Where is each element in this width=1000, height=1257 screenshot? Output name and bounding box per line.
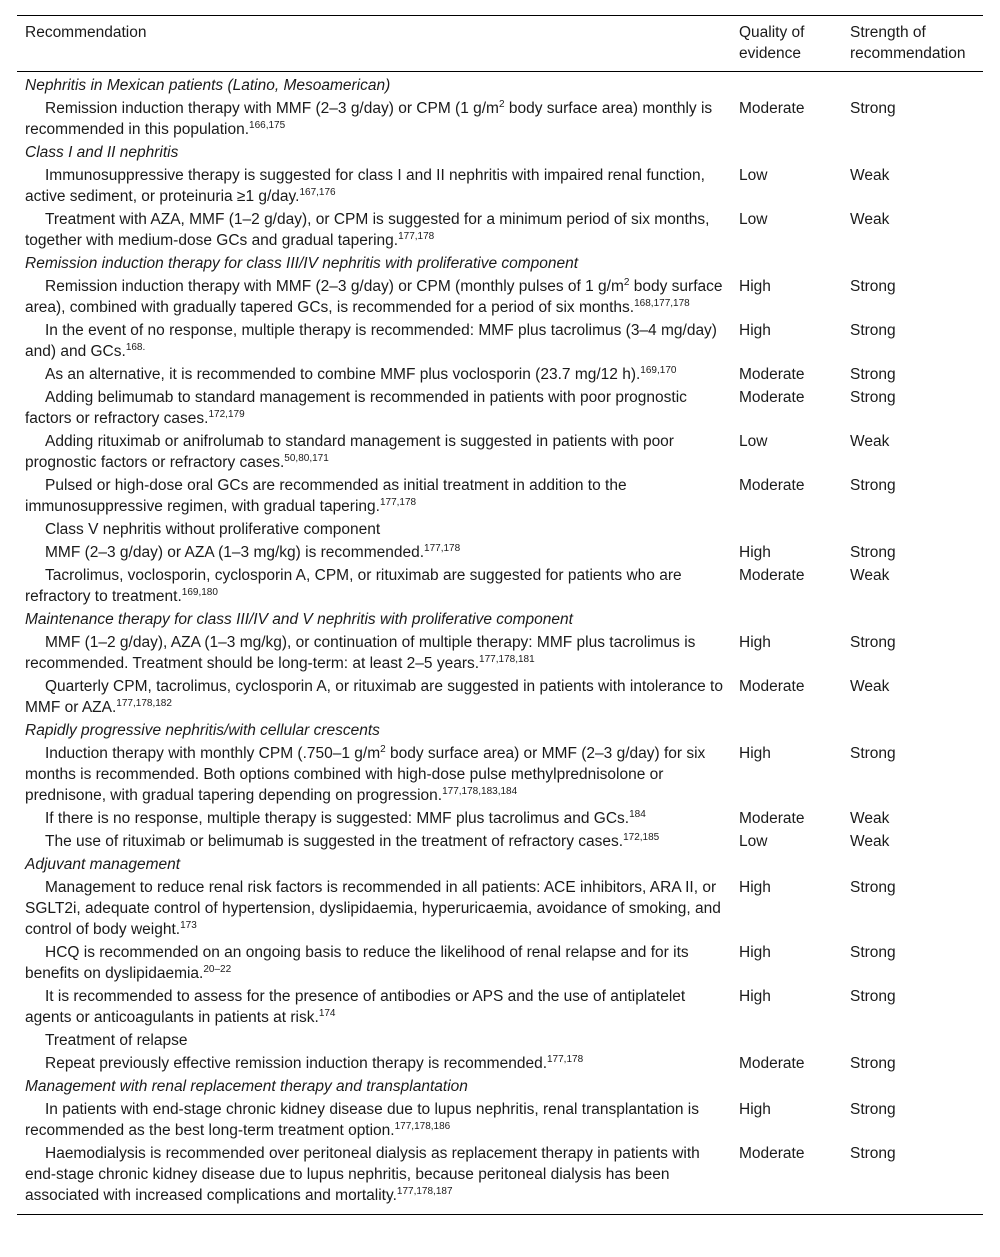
subheading: Class V nephritis without proliferative component bbox=[45, 521, 381, 538]
recommendation-text bbox=[17, 208, 731, 252]
quality-of-evidence-cell: Moderate bbox=[739, 810, 805, 827]
recommendation-row bbox=[17, 564, 983, 608]
recommendation-row bbox=[17, 164, 983, 208]
section-heading: Class I and II nephritis bbox=[25, 144, 179, 161]
superscript: 177,178,183,184 bbox=[442, 786, 518, 797]
recommendation-text bbox=[17, 631, 731, 675]
section-heading: Remission induction therapy for class III/IV nephritis with proliferative component bbox=[25, 255, 579, 272]
superscript: 20–22 bbox=[203, 964, 232, 975]
recommendation-row bbox=[17, 985, 983, 1029]
strength-of-recommendation-cell: Weak bbox=[850, 433, 890, 450]
quality-of-evidence-cell: High bbox=[739, 544, 771, 561]
recommendation-text bbox=[17, 564, 731, 608]
superscript: 169,170 bbox=[640, 365, 677, 376]
strength-of-recommendation-cell: Weak bbox=[850, 567, 890, 584]
quality-of-evidence-cell: Low bbox=[739, 833, 768, 850]
recommendation-row bbox=[17, 1052, 983, 1075]
strength-of-recommendation-cell: Weak bbox=[850, 678, 890, 695]
recommendation-row bbox=[17, 208, 983, 252]
strength-of-recommendation-cell: Strong bbox=[850, 366, 896, 383]
strength-of-recommendation-cell: Strong bbox=[850, 745, 896, 762]
superscript: 172,185 bbox=[623, 832, 660, 843]
text-fragment: Treatment with AZA, MMF (1–2 g/day), or CPM is suggested for a minimum period of six months, together with medium-dose GCs and gradual tapering. bbox=[25, 211, 710, 249]
recommendation-text bbox=[17, 386, 731, 430]
strength-of-recommendation-cell: Weak bbox=[850, 810, 890, 827]
header-strength-of-recommendation: Strength of recommendation bbox=[842, 16, 983, 72]
superscript: 177,178,186 bbox=[394, 1121, 451, 1132]
recommendation-row bbox=[17, 275, 983, 319]
section-heading: Adjuvant management bbox=[25, 856, 181, 873]
superscript: 168. bbox=[125, 342, 146, 353]
superscript: 2 bbox=[498, 99, 505, 110]
quality-of-evidence-cell: High bbox=[739, 322, 771, 339]
strength-of-recommendation-cell: Strong bbox=[850, 944, 896, 961]
superscript: 184 bbox=[629, 809, 646, 820]
text-fragment: Quarterly CPM, tacrolimus, cyclosporin A, or rituximab are suggested in patients with intolerance to MMF or AZA. bbox=[25, 678, 723, 716]
recommendation-row bbox=[17, 97, 983, 141]
strength-of-recommendation-cell: Strong bbox=[842, 1142, 983, 1215]
section-heading: Nephritis in Mexican patients (Latino, Mesoamerican) bbox=[25, 77, 391, 94]
superscript: 50,80,171 bbox=[284, 453, 329, 464]
recommendation-text bbox=[17, 807, 731, 830]
superscript: 173 bbox=[180, 920, 197, 931]
superscript: 172,179 bbox=[208, 409, 245, 420]
quality-of-evidence-cell: Moderate bbox=[739, 389, 805, 406]
superscript: 177,178,181 bbox=[479, 654, 535, 665]
quality-of-evidence-cell: Low bbox=[739, 211, 768, 228]
recommendation-text bbox=[17, 830, 731, 853]
superscript: 174 bbox=[318, 1008, 336, 1019]
recommendations-table bbox=[17, 15, 983, 1215]
quality-of-evidence-cell: Moderate bbox=[731, 1142, 842, 1215]
table-header bbox=[17, 16, 983, 72]
quality-of-evidence-cell: Low bbox=[739, 167, 768, 184]
section-row bbox=[17, 853, 983, 876]
strength-of-recommendation-cell: Strong bbox=[850, 278, 896, 295]
superscript: 177,178 bbox=[547, 1054, 584, 1065]
table-body bbox=[17, 72, 983, 1215]
recommendation-text bbox=[17, 742, 731, 807]
text-fragment: body surface area) monthly is recommended in this population. bbox=[25, 100, 713, 138]
text-fragment: Immunosuppressive therapy is suggested for class I and II nephritis with impaired renal function, active sediment, or proteinuria ≥1 g/day. bbox=[25, 167, 705, 205]
subheading-row bbox=[17, 518, 983, 541]
text-fragment: Remission induction therapy with MMF (2–3 g/day) or CPM (monthly pulses of 1 g/m bbox=[45, 278, 624, 295]
section-row bbox=[17, 719, 983, 742]
strength-of-recommendation-cell: Strong bbox=[850, 634, 896, 651]
superscript: 2 bbox=[623, 277, 630, 288]
header-row bbox=[17, 16, 983, 72]
superscript: 177,178,187 bbox=[396, 1186, 453, 1197]
text-fragment: HCQ is recommended on an ongoing basis to reduce the likelihood of renal relapse and for its benefits on dyslipidaemia. bbox=[25, 944, 689, 982]
text-fragment: Remission induction therapy with MMF (2–3 g/day) or CPM (1 g/m bbox=[45, 100, 499, 117]
recommendation-text bbox=[17, 275, 731, 319]
recommendation-row bbox=[17, 742, 983, 807]
recommendation-row bbox=[17, 474, 983, 518]
quality-of-evidence-cell: Moderate bbox=[739, 567, 805, 584]
recommendation-text bbox=[17, 474, 731, 518]
strength-of-recommendation-cell: Strong bbox=[850, 477, 896, 494]
text-fragment: MMF (1–2 g/day), AZA (1–3 mg/kg), or continuation of multiple therapy: MMF plus tacrolimus is recommended. Treatment should be long-term: at least 2–5 years. bbox=[25, 634, 696, 672]
superscript: 177,178 bbox=[398, 231, 435, 242]
recommendation-text bbox=[17, 363, 731, 386]
text-fragment: Pulsed or high-dose oral GCs are recommended as initial treatment in addition to the immunosuppressive regimen, with gradual tapering. bbox=[25, 477, 627, 515]
superscript: 2 bbox=[380, 744, 386, 755]
superscript: 177,178 bbox=[379, 497, 417, 508]
header-quality-of-evidence: Quality of evidence bbox=[731, 16, 842, 72]
recommendation-text bbox=[17, 430, 731, 474]
header-recommendation: Recommendation bbox=[17, 16, 731, 72]
section-heading: Management with renal replacement therapy and transplantation bbox=[25, 1078, 468, 1095]
recommendation-row bbox=[17, 830, 983, 853]
subheading: Treatment of relapse bbox=[45, 1032, 188, 1049]
quality-of-evidence-cell: Moderate bbox=[739, 100, 805, 117]
quality-of-evidence-cell: High bbox=[739, 944, 771, 961]
recommendation-row bbox=[17, 1142, 983, 1215]
quality-of-evidence-cell: High bbox=[739, 278, 771, 295]
recommendation-row bbox=[17, 807, 983, 830]
superscript: 168,177,178 bbox=[634, 298, 690, 309]
strength-of-recommendation-cell: Strong bbox=[850, 322, 896, 339]
strength-of-recommendation-cell: Strong bbox=[850, 100, 896, 117]
recommendation-text bbox=[17, 1142, 731, 1215]
superscript: 167,176 bbox=[299, 187, 336, 198]
text-fragment: As an alternative, it is recommended to combine MMF plus voclosporin (23.7 mg/12 h). bbox=[45, 366, 641, 383]
recommendation-text bbox=[17, 541, 731, 564]
text-fragment: Tacrolimus, voclosporin, cyclosporin A, CPM, or rituximab are suggested for patients who are refractory to treatment. bbox=[25, 567, 682, 605]
section-row bbox=[17, 252, 983, 275]
superscript: 166,175 bbox=[249, 120, 286, 131]
recommendation-row bbox=[17, 675, 983, 719]
section-heading: Rapidly progressive nephritis/with cellular crescents bbox=[25, 722, 380, 739]
quality-of-evidence-cell: High bbox=[739, 745, 771, 762]
strength-of-recommendation-cell: Strong bbox=[850, 1101, 896, 1118]
strength-of-recommendation-cell: Weak bbox=[850, 167, 890, 184]
recommendation-text bbox=[17, 876, 731, 941]
text-fragment: If there is no response, multiple therapy is suggested: MMF plus tacrolimus and GCs. bbox=[45, 810, 630, 827]
recommendation-text bbox=[17, 164, 731, 208]
quality-of-evidence-cell: High bbox=[739, 879, 771, 896]
recommendation-row bbox=[17, 430, 983, 474]
strength-of-recommendation-cell: Weak bbox=[850, 211, 890, 228]
recommendation-row bbox=[17, 363, 983, 386]
quality-of-evidence-cell: High bbox=[739, 634, 771, 651]
quality-of-evidence-cell: Moderate bbox=[739, 477, 805, 494]
strength-of-recommendation-cell: Strong bbox=[850, 544, 896, 561]
superscript: 177,178,182 bbox=[116, 698, 172, 709]
text-fragment: It is recommended to assess for the presence of antibodies or APS and the use of antiplatelet agents or anticoagulants in patients at risk. bbox=[25, 988, 686, 1026]
text-fragment: MMF (2–3 g/day) or AZA (1–3 mg/kg) is recommended. bbox=[45, 544, 425, 561]
recommendation-text bbox=[17, 941, 731, 985]
text-fragment: Induction therapy with monthly CPM (.750–1 g/m bbox=[45, 745, 381, 762]
superscript: 177,178 bbox=[424, 543, 461, 554]
text-fragment: In patients with end-stage chronic kidney disease due to lupus nephritis, renal transplantation is recommended as the best long-term treatment option. bbox=[25, 1101, 699, 1139]
recommendation-text bbox=[17, 97, 731, 141]
strength-of-recommendation-cell: Strong bbox=[850, 879, 896, 896]
recommendation-row bbox=[17, 941, 983, 985]
quality-of-evidence-cell: High bbox=[739, 1101, 771, 1118]
section-row bbox=[17, 608, 983, 631]
text-fragment: Management to reduce renal risk factors is recommended in all patients: ACE inhibitors, ARA II, or SGLT2i, adequate control of hypertension, dyslipidaemia, hyperuricaemia, avoidance of smoking, and control of body weight. bbox=[25, 879, 721, 938]
superscript: 169,180 bbox=[181, 587, 218, 598]
recommendations-table-wrap bbox=[17, 15, 983, 1215]
text-fragment: Adding rituximab or anifrolumab to standard management is suggested in patients with poor prognostic factors or refractory cases. bbox=[25, 433, 674, 471]
text-fragment: In the event of no response, multiple therapy is recommended: MMF plus tacrolimus (3–4 mg/day) and) and GCs. bbox=[25, 322, 717, 360]
section-row bbox=[17, 141, 983, 164]
recommendation-text bbox=[17, 1052, 731, 1075]
text-fragment: body surface area), combined with gradually tapered GCs, is recommended for a period of six months. bbox=[25, 278, 723, 316]
quality-of-evidence-cell: Low bbox=[739, 433, 768, 450]
section-row bbox=[17, 1075, 983, 1098]
recommendation-text bbox=[17, 319, 731, 363]
section-heading: Maintenance therapy for class III/IV and V nephritis with proliferative component bbox=[25, 611, 573, 628]
recommendation-row bbox=[17, 541, 983, 564]
quality-of-evidence-cell: Moderate bbox=[739, 1055, 805, 1072]
strength-of-recommendation-cell: Strong bbox=[850, 988, 896, 1005]
text-fragment: Haemodialysis is recommended over peritoneal dialysis as replacement therapy in patients with end-stage chronic kidney disease due to lupus nephritis, because peritoneal dialysis has been associated with increased complications and mortality. bbox=[25, 1145, 700, 1204]
quality-of-evidence-cell: Moderate bbox=[739, 366, 805, 383]
quality-of-evidence-cell: Moderate bbox=[739, 678, 805, 695]
text-fragment: Adding belimumab to standard management is recommended in patients with poor prognostic factors or refractory cases. bbox=[25, 389, 687, 427]
text-fragment: Repeat previously effective remission induction therapy is recommended. bbox=[45, 1055, 547, 1072]
recommendation-text bbox=[17, 1098, 731, 1142]
recommendation-row bbox=[17, 386, 983, 430]
recommendation-row bbox=[17, 876, 983, 941]
recommendation-text bbox=[17, 985, 731, 1029]
recommendation-row bbox=[17, 631, 983, 675]
text-fragment: The use of rituximab or belimumab is suggested in the treatment of refractory cases. bbox=[45, 833, 624, 850]
strength-of-recommendation-cell: Weak bbox=[850, 833, 890, 850]
recommendation-text bbox=[17, 675, 731, 719]
text-fragment: body surface area) or MMF (2–3 g/day) for six months is recommended. Both options combined with high-dose pulse methylprednisolone or prednisone, with gradual tapering depending on progression. bbox=[25, 745, 706, 804]
recommendation-row bbox=[17, 319, 983, 363]
subheading-row bbox=[17, 1029, 983, 1052]
recommendation-row bbox=[17, 1098, 983, 1142]
strength-of-recommendation-cell: Strong bbox=[850, 389, 896, 406]
section-row bbox=[17, 72, 983, 98]
strength-of-recommendation-cell: Strong bbox=[850, 1055, 896, 1072]
quality-of-evidence-cell: High bbox=[739, 988, 771, 1005]
